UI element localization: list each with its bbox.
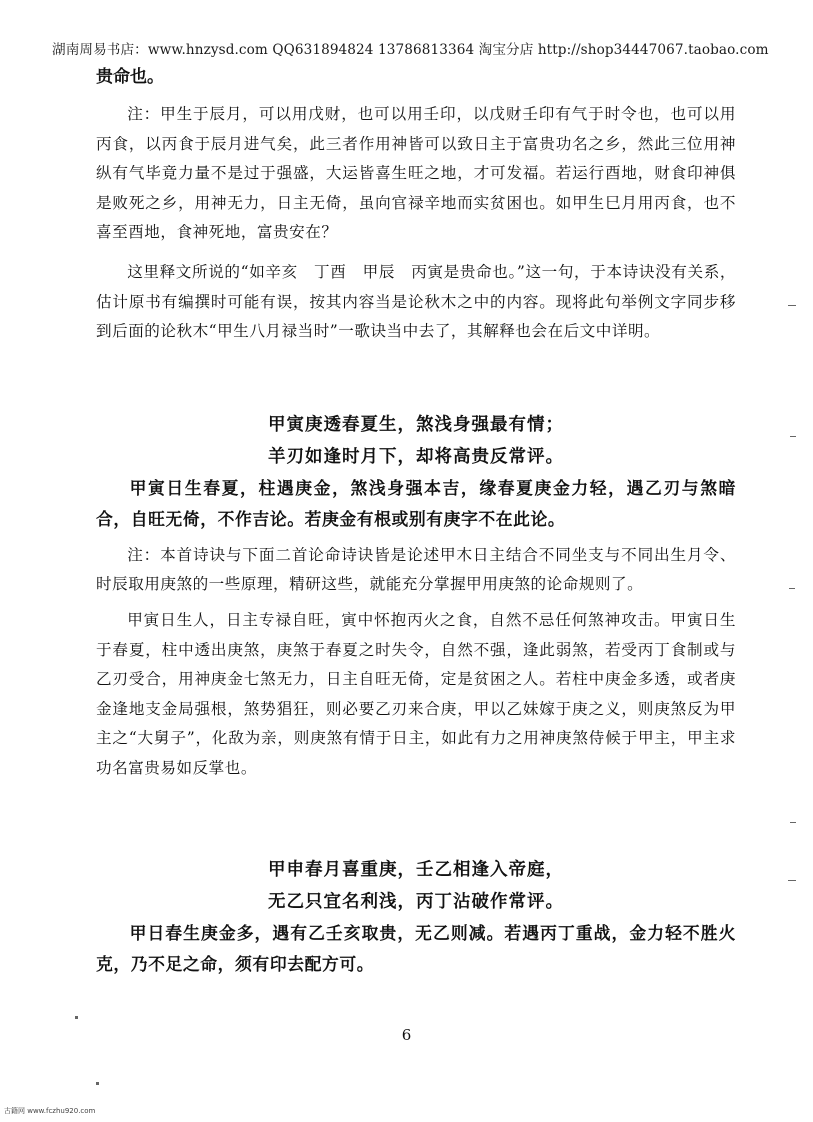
footer-watermark: 古籍网 www.fczhu920.com xyxy=(4,1107,96,1115)
scan-speck xyxy=(96,1082,99,1085)
verse-2-line-1: 甲申春月喜重庚，壬乙相逢入帝庭， xyxy=(268,859,564,880)
page-number: 6 xyxy=(401,1026,412,1044)
continuation-line: 贵命也。 xyxy=(96,67,164,87)
scan-speck xyxy=(789,588,795,589)
page-header: 湖南周易书店：www.hnzysd.com QQ631894824 13786813364 淘宝分店 http://shop34447067.taobao.com xyxy=(52,42,769,58)
note-paragraph-2: 这里释文所说的“如辛亥 丁酉 甲辰 丙寅是贵命也。”这一句，于本诗诀没有关系，估计原书有编撰时可能有误，按其内容当是论秋木之中的内容。现将此句举例文字同步移到后面的论秋木“甲生八月禄当时”一歌诀当中去了，其解释也会在后文中详明。 xyxy=(96,262,736,341)
scan-speck xyxy=(790,436,796,437)
verse-1-line-1: 甲寅庚透春夏生，煞浅身强最有情； xyxy=(268,414,564,435)
note-paragraph-1: 注：甲生于辰月，可以用戊财，也可以用壬印，以戊财壬印有气于时令也，也可以用丙食，以丙食于辰月进气矣，此三者作用神皆可以致日主于富贵功名之乡，然此三位用神纵有气毕竟力量不是过于强盛，大运皆喜生旺之地，才可发福。若运行酉地，财食印神俱是败死之乡，用神无力，日主无倚，虽向官禄辛地而实贫困也。如甲生巳月用丙食，也不喜至酉地，食神死地，富贵安在？ xyxy=(96,105,736,242)
scan-speck xyxy=(790,822,796,823)
scan-speck xyxy=(788,880,796,881)
scan-speck xyxy=(788,305,796,306)
verse-2-explanation: 甲日春生庚金多，遇有乙壬亥取贵，无乙则减。若遇丙丁重战，金力轻不胜火克，乃不足之命，须有印去配方可。 xyxy=(96,922,736,974)
note-paragraph-3: 注：本首诗诀与下面二首论命诗诀皆是论述甲木日主结合不同坐支与不同出生月令、时辰取用庚煞的一些原理，精研这些，就能充分掌握甲用庚煞的论命规则了。 xyxy=(96,545,736,594)
verse-1-explanation: 甲寅日生春夏，柱遇庚金，煞浅身强本吉，缘春夏庚金力轻，遇乙刃与煞暗合，自旺无倚，不作吉论。若庚金有根或别有庚字不在此论。 xyxy=(96,477,736,529)
verse-2-line-2: 无乙只宜名利浅，丙丁沾破作常评。 xyxy=(268,891,564,912)
note-paragraph-4: 甲寅日生人，日主专禄自旺，寅中怀抱丙火之食，自然不忌任何煞神攻击。甲寅日生于春夏，柱中透出庚煞，庚煞于春夏之时失令，自然不强，逢此弱煞，若受丙丁食制或与乙刃受合，用神庚金七煞无力，日主自旺无倚，定是贫困之人。若柱中庚金多透，或者庚金逢地支金局强根，煞势猖狂，则必要乙刃来合庚，甲以乙妹嫁于庚之义，则庚煞反为甲主之“大舅子”，化敌为亲，则庚煞有情于日主，如此有力之用神庚煞侍候于甲主，甲主求功名富贵易如反掌也。 xyxy=(96,610,736,777)
page-body xyxy=(96,64,736,980)
verse-1-line-2: 羊刃如逢时月下，却将高贵反常评。 xyxy=(268,446,564,467)
scan-speck xyxy=(75,1016,78,1019)
